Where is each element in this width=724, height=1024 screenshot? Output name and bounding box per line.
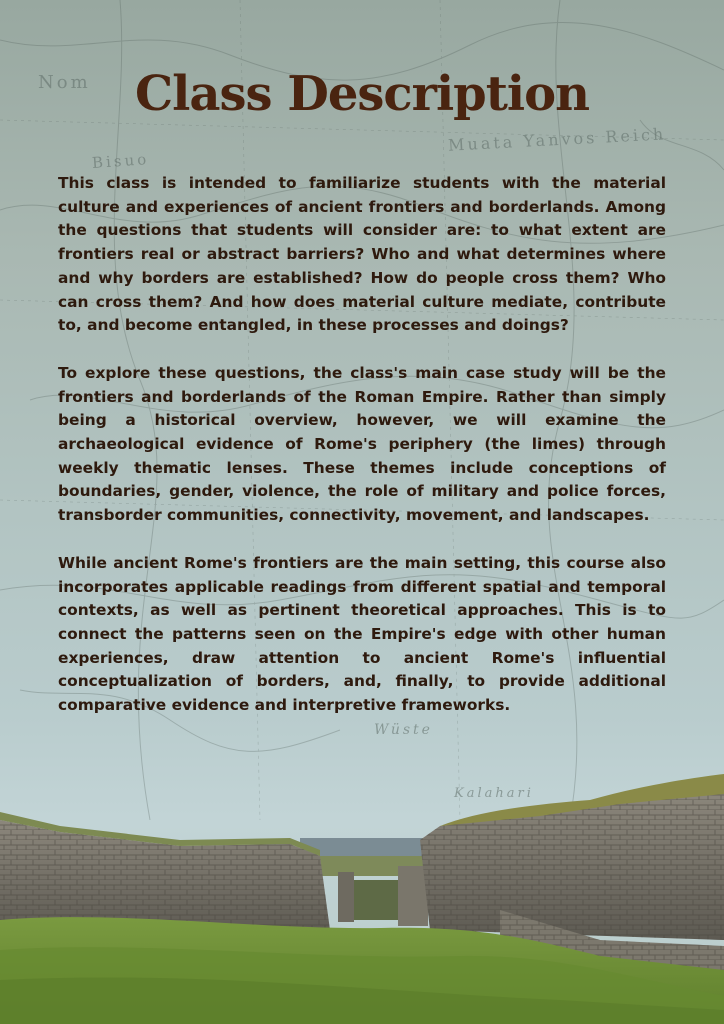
- class-description-body: [58, 172, 666, 742]
- paragraph-frontiers-intro: This class is intended to familiarize students with the material culture and experiences of ancient frontiers and borderlands. Among the questions that students will consider are: to what extent are frontiers real or abstract barriers? Who and what determines where and why borders are established? How do people cross them? Who can cross them? And how does material culture mediate, contribute to, and become entangled, in these processes and doings?: [58, 174, 666, 335]
- paragraph-readings: While ancient Rome's frontiers are the main setting, this course also incorporates applicable readings from different spatial and temporal contexts, as well as pertinent theoretical approaches. This is to connect the patterns seen on the Empire's edge with other human experiences, draw attention to ancient Rome's influential conceptualization of borders, and, finally, to provide additional comparative evidence and interpretive frameworks.: [58, 553, 666, 715]
- map-label: Bisuo: [91, 150, 150, 172]
- map-label: Nom: [38, 72, 91, 93]
- map-label: Kalahari: [454, 786, 534, 801]
- paragraph-case-study: To explore these questions, the class's main case study will be the frontiers and borderlands of the Roman Empire. Rather than simply being a historical overview, however, we will examine the archaeological evidence of Rome's periphery (the limes) through weekly thematic lenses. These themes include conceptions of boundaries, gender, violence, the role of military and police forces, transborder communities, connectivity, movement, and landscapes.: [58, 363, 666, 525]
- map-label: Wüste: [374, 722, 433, 738]
- roman-wall-photo: [0, 760, 724, 1024]
- map-label: Muata Yanvos Reich: [447, 124, 667, 155]
- page-title: Class Description: [134, 66, 590, 122]
